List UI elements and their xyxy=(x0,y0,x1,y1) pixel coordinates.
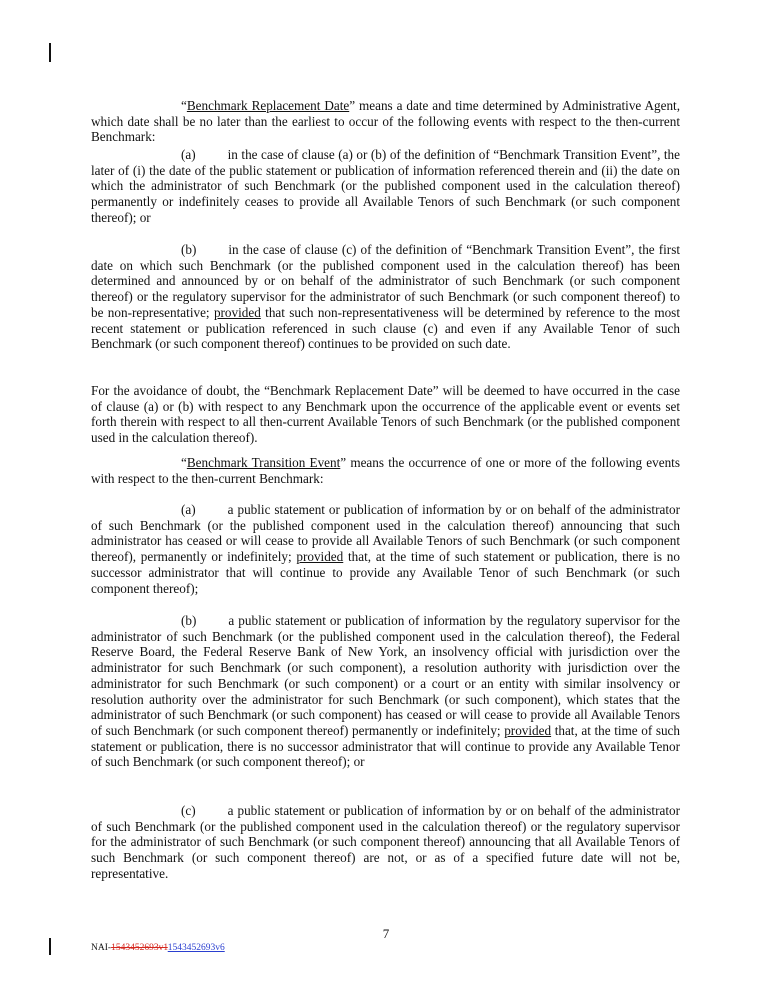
document-id-footer xyxy=(91,943,225,953)
clause-label: (c) xyxy=(181,803,196,818)
footer-inserted-id: 1543452693v6 xyxy=(167,943,225,953)
provided-term: provided xyxy=(213,304,261,320)
paragraph-bte-clause-b: (b) a public statement or publication of information by the regulatory supervisor for the administrator of such Benchmark (or the published component used in the calculation thereof), the Federal Reserve Board, the Federal Reserve Bank of New York, an insolvency official with jurisdiction over the administrator for such Benchmark (or such component), a resolution authority with jurisdiction over the administrator for such Benchmark (or such component) or a court or an entity with similar insolvency or resolution authority over the administrator for such Benchmark (or such component), which states that the administrator of such Benchmark (or such component) has ceased or will cease to provide all Available Tenors of such Benchmark (or such component thereof) permanently or indefinitely; provided that, at the time of such statement or publication, there is no successor administrator that will continue to provide any Available Tenor of such Benchmark (or such component thereof); or xyxy=(91,613,680,770)
revision-bar-top xyxy=(49,43,51,62)
paragraph-bte-clause-a: (a) a public statement or publication of information by or on behalf of the administrator of such Benchmark (or the published component used in the calculation thereof) announcing that such administrator has ceased or will cease to provide all Available Tenors of such Benchmark (or such component thereof), permanently or indefinitely; provided that, at the time of such statement or publication, there is no successor administrator that will continue to provide any Available Tenor of such Benchmark (or such component thereof); xyxy=(91,502,680,596)
page-number: 7 xyxy=(382,926,390,941)
provided-term: provided xyxy=(296,549,344,565)
clause-label: (a) xyxy=(181,147,196,162)
paragraph-benchmark-replacement-date: “Benchmark Replacement Date” means a date and time determined by Administrative Agent, which date shall be no later than the earliest to occur of the following events with respect to the then-current Benchmark: xyxy=(91,98,681,145)
paragraph-avoidance-of-doubt: For the avoidance of doubt, the “Benchmark Replacement Date” will be deemed to have occurred in the case of clause (a) or (b) with respect to any Benchmark upon the occurrence of the applicable event or events set forth therein with respect to all then-current Available Tenors of such Benchmark (or the published component used in the calculation thereof). xyxy=(91,383,680,446)
clause-label: (b) xyxy=(181,242,197,257)
defined-term-benchmark-replacement-date: Benchmark Replacement Date xyxy=(186,98,350,113)
footer-prefix: NAI- xyxy=(91,943,112,953)
provided-term: provided xyxy=(504,722,552,738)
clause-label: (b) xyxy=(181,613,197,628)
paragraph-benchmark-transition-event: “Benchmark Transition Event” means the occurrence of one or more of the following events with respect to the then-current Benchmark: xyxy=(91,455,680,486)
paragraph-brd-clause-a: (a) in the case of clause (a) or (b) of the definition of “Benchmark Transition Event”, the later of (i) the date of the public statement or publication of information referenced therein and (ii) the date on which the administrator of such Benchmark (or the published component used in the calculation thereof) permanently or indefinitely ceases to provide all Available Tenors of such Benchmark (or such component thereof); or xyxy=(91,147,680,225)
clause-label: (a) xyxy=(181,502,196,517)
paragraph-bte-clause-c: (c) a public statement or publication of information by or on behalf of the administrator of such Benchmark (or the published component used in the calculation thereof) or the regulatory supervisor for the administrator of such Benchmark (or such component thereof) announcing that all Available Tenors of such Benchmark (or such component thereof) are not, or as of a specified future date will not be, representative. xyxy=(91,803,680,881)
defined-term-benchmark-transition-event: Benchmark Transition Event xyxy=(186,455,341,470)
footer-deleted-id: 1543452693v1 xyxy=(111,943,168,953)
paragraph-brd-clause-b: (b) in the case of clause (c) of the definition of “Benchmark Transition Event”, the first date on which such Benchmark (or the published component used in the calculation thereof) has been determined and announced by or on behalf of the administrator of such Benchmark (or such component thereof) or the regulatory supervisor for the administrator of such Benchmark (or such component thereof) to be non-representative; provided that such non-representativeness will be determined by reference to the most recent statement or publication referenced in such clause (c) and even if any Available Tenor of such Benchmark (or such component thereof) continues to be provided on such date. xyxy=(91,242,680,352)
revision-bar-bottom xyxy=(49,938,51,955)
